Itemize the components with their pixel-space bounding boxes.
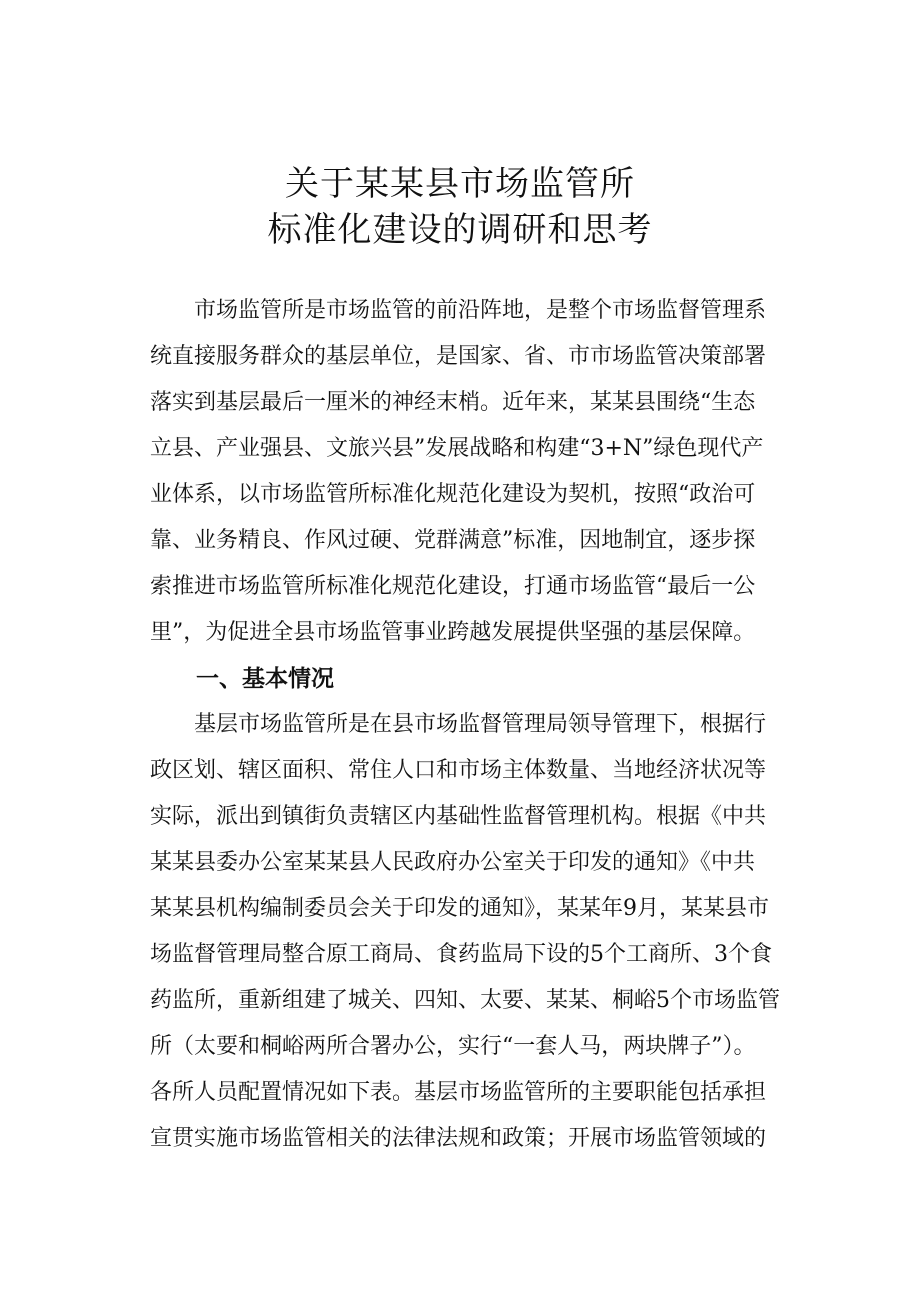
paragraph-line: 政区划、辖区面积、常住人口和市场主体数量、当地经济状况等 <box>150 758 767 783</box>
paragraph-line: 靠、业务精良、作风过硬、党群满意”标准，因地制宜，逐步探 <box>150 528 756 553</box>
paragraph-line: 药监所，重新组建了城关、四知、太要、某某、桐峪5个市场监管 <box>150 988 780 1013</box>
paragraph-line: 所（太要和桐峪两所合署办公，实行“一套人马，两块牌子”）。 <box>150 1034 756 1059</box>
paragraph-line: 宣贯实施市场监管相关的法律法规和政策；开展市场监管领域的 <box>150 1126 767 1151</box>
paragraph-line: 各所人员配置情况如下表。基层市场监管所的主要职能包括承担 <box>150 1080 767 1105</box>
paragraph-line: 业体系，以市场监管所标准化规范化建设为契机，按照“政治可 <box>150 482 756 507</box>
paragraph-line: 立县、产业强县、文旅兴县”发展战略和构建“3+N”绿色现代产 <box>150 436 764 461</box>
paragraph-line: 里”，为促进全县市场监管事业跨越发展提供坚强的基层保障。 <box>150 620 756 645</box>
paragraph-line: 某某县机构编制委员会关于印发的通知》，某某年9月，某某县市 <box>150 896 769 921</box>
paragraph-line: 索推进市场监管所标准化规范化建设，打通市场监管“最后一公 <box>150 574 756 599</box>
paragraph-line: 实际，派出到镇街负责辖区内基础性监督管理机构。根据《中共 <box>150 804 767 829</box>
paragraph-line: 某某县委办公室某某县人民政府办公室关于印发的通知》《中共 <box>150 850 756 875</box>
paragraph-line: 基层市场监管所是在县市场监督管理局领导管理下，根据行 <box>150 712 767 737</box>
document-title-line-2: 标准化建设的调研和思考 <box>267 210 653 250</box>
paragraph-line: 市场监管所是市场监管的前沿阵地，是整个市场监督管理系 <box>150 298 767 323</box>
paragraph-line: 场监督管理局整合原工商局、食药监局下设的5个工商所、3个食 <box>150 942 772 967</box>
paragraph-line: 统直接服务群众的基层单位，是国家、省、市市场监管决策部署 <box>150 344 767 369</box>
document-title-line-1: 关于某某县市场监管所 <box>285 164 635 204</box>
section-heading: 一、基本情况 <box>196 666 334 692</box>
paragraph-line: 落实到基层最后一厘米的神经末梢。近年来，某某县围绕“生态 <box>150 390 756 415</box>
